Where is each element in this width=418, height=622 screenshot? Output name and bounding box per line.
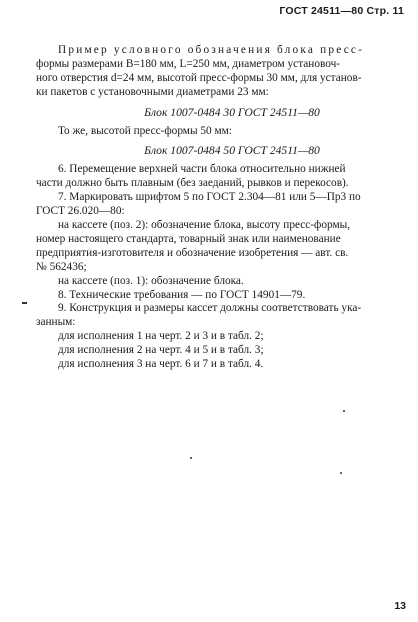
example-paragraph (36, 44, 406, 100)
designation-2: Блок 1007-0484 50 ГОСТ 24511—80 (144, 144, 320, 158)
designation-1: Блок 1007-0484 30 ГОСТ 24511—80 (144, 105, 320, 119)
cassette-line-3: предприятия-изготовителя и обозначение изобретения — авт. св. (36, 246, 349, 259)
running-header (279, 5, 404, 17)
same-height-text: То же, высотой пресс-формы 50 мм: (58, 124, 232, 137)
cassette-2-marking (36, 218, 406, 275)
scan-speck (190, 457, 192, 459)
scan-speck (340, 472, 342, 474)
scan-speck (343, 410, 345, 412)
cassette-line-4: № 562436; (36, 260, 87, 273)
version-item-3: для исполнения 3 на черт. 6 и 7 и в табл. 4. (58, 358, 264, 371)
paragraph-8: 8. Технические требования — по ГОСТ 14901—79. (58, 288, 306, 301)
cassette-line-1: на кассете (поз. 2): обозначение блока, высоту пресс-формы, (58, 218, 351, 231)
version-item-1: для исполнения 1 на черт. 2 и 3 и в табл. 2; (58, 330, 264, 343)
p9-line-1: 9. Конструкция и размеры кассет должны соответствовать ука- (58, 302, 362, 315)
example-line-1: Пример условного обозначения блока пресс- (58, 44, 365, 56)
p6-line-1: 6. Перемещение верхней части блока относительно нижней (58, 163, 346, 176)
cassette-1-marking: на кассете (поз. 1): обозначение блока. (58, 274, 244, 287)
paragraph-6 (36, 163, 406, 191)
example-line-3: ного отверстия d=24 мм, высотой пресс-формы 30 мм, для установ- (36, 71, 362, 84)
margin-dash-mark (22, 302, 27, 304)
paragraph-7 (36, 191, 406, 219)
header-page: Стр. 11 (366, 5, 404, 17)
paragraph-9 (36, 302, 406, 330)
main-text (36, 44, 406, 372)
p7-line-2: ГОСТ 26.020—80: (36, 205, 125, 218)
cassette-line-2: номер настоящего стандарта, товарный знак или наименование (36, 232, 341, 245)
version-item-2: для исполнения 2 на черт. 4 и 5 и в табл. 3; (58, 344, 264, 357)
header-standard: ГОСТ 24511—80 (279, 5, 364, 17)
versions-list (58, 330, 406, 372)
example-line-4: ки пакетов с установочными диаметрами 23 мм: (36, 85, 269, 98)
p7-line-1: 7. Маркировать шрифтом 5 по ГОСТ 2.304—81 или 5—Пр3 по (58, 191, 361, 204)
p6-line-2: части должно быть плавным (без заеданий, рывков и перекосов). (36, 177, 349, 190)
page-number: 13 (394, 600, 406, 612)
example-line-2: формы размерами В=180 мм, L=250 мм, диаметром установоч- (36, 57, 341, 70)
p9-line-2: занным: (36, 316, 76, 329)
